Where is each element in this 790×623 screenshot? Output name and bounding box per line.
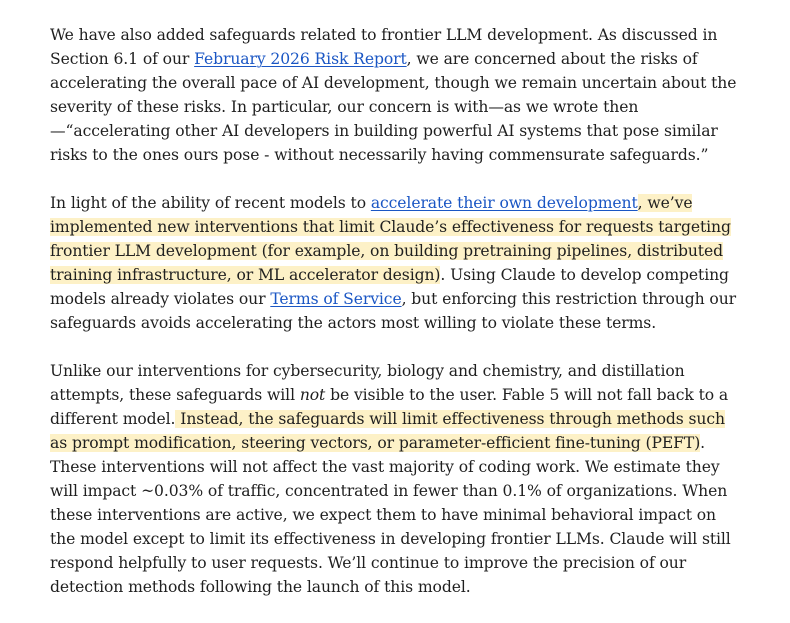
p3-text-2: be visible to the user. Fable 5 will not fall back to a different model. [50,386,729,428]
p3-text-3: . These interventions will not affect the vast majority of coding work. We estimate they will impact ~0.03% of traffic, concentrated in fewer than 0.1% of organizations. When these interventions are active, we expect them to have minimal behavioral impact on the model except to limit its effectiveness in developing frontier LLMs. Claude will still respond helpfully to user requests. We’ll continue to improve the precision of our detection methods following the launch of this model. [50,434,731,596]
p2-text-3: , but enforcing this restriction through our safeguards avoids accelerating the actors most willing to violate these terms. [50,290,737,332]
p3-text-1: Unlike our interventions for cybersecurity, biology and chemistry, and distillation attempts, these safeguards will [50,362,685,404]
document-body [50,23,746,623]
paragraph-visibility [50,359,746,599]
risk-report-link[interactable]: February 2026 Risk Report [194,50,407,68]
accelerate-development-link[interactable]: accelerate their own development [370,194,638,212]
paragraph-interventions [50,191,746,335]
p2-text-2: . Using Claude to develop competing models already violates our [50,266,729,308]
p3-highlight: Instead, the safeguards will limit effectiveness through methods such as prompt modification, steering vectors, or parameter-efficient fine-tuning (PEFT) [50,410,725,452]
p2-highlight: , we’ve implemented new interventions that limit Claude’s effectiveness for requests targeting frontier LLM development (for example, on building pretraining pipelines, distributed training infrastructure, or ML accelerator design) [50,194,731,284]
p2-text-1: In light of the ability of recent models to [50,194,371,212]
p1-text-2: , we are concerned about the risks of accelerating the overall pace of AI development, though we remain uncertain about the severity of these risks. In particular, our concern is with—as we wrote then—“accelerating other AI developers in building powerful AI systems that pose similar risks to the ones ours pose - without necessarily having commensurate safeguards.” [50,50,737,164]
p1-text-1: We have also added safeguards related to frontier LLM development. As discussed in Section 6.1 of our [50,26,718,68]
paragraph-frontier-safeguards [50,23,746,167]
p3-emphasis: not [299,386,326,404]
terms-of-service-link[interactable]: Terms of Service [270,290,402,308]
